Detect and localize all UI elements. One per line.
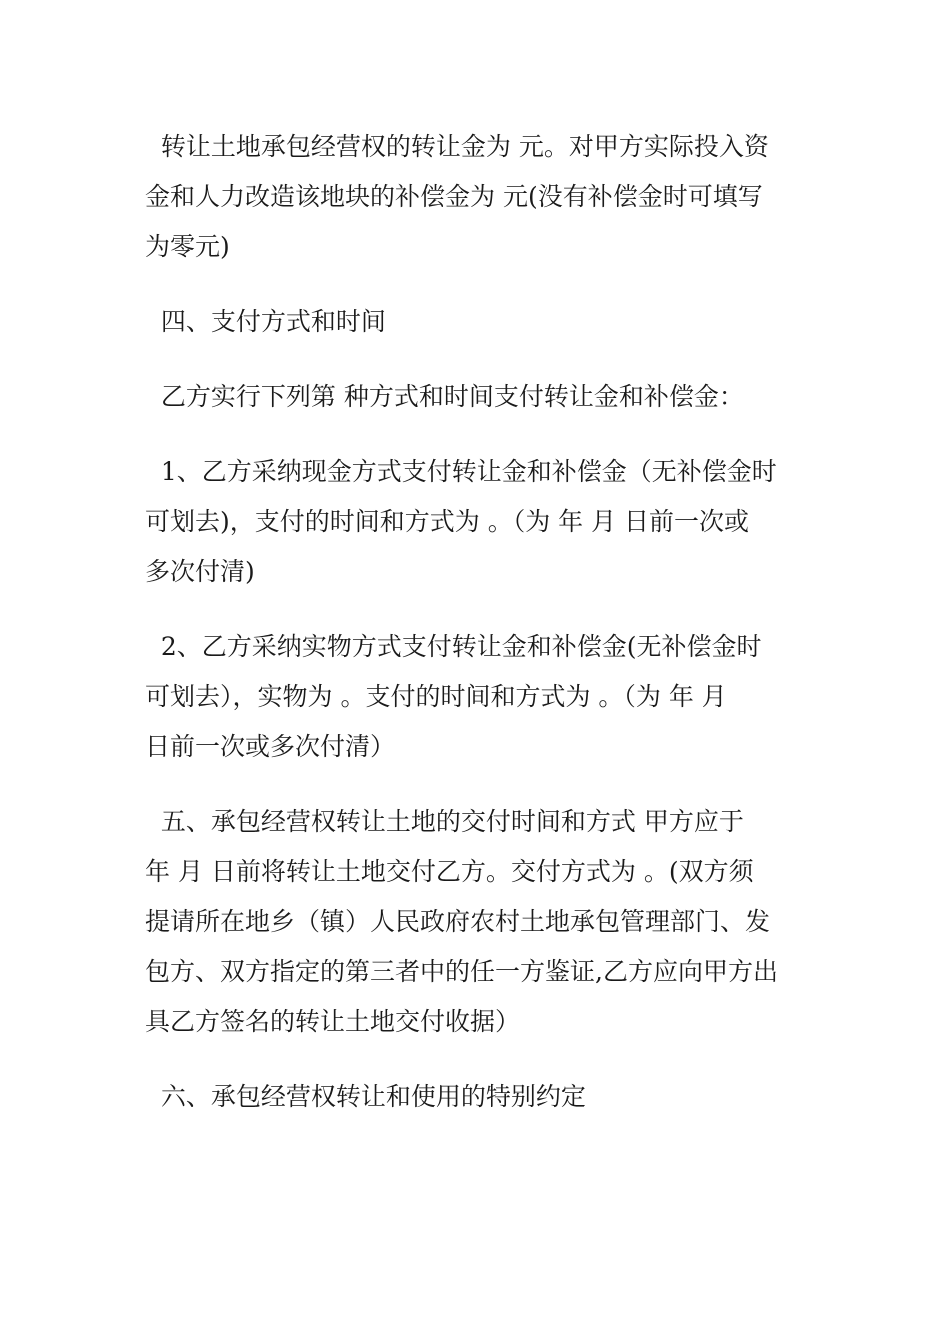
- text-line: 可划去），实物为 。支付的时间和方式为 。（为 年 月: [145, 682, 727, 711]
- text-line: 提请所在地乡（镇）人民政府农村土地承包管理部门、发: [145, 907, 771, 936]
- text-line: 五、承包经营权转让土地的交付时间和方式 甲方应于: [145, 807, 744, 836]
- paragraph-transfer-fee: [145, 122, 805, 272]
- text-line: 乙方实行下列第 种方式和时间支付转让金和补偿金：: [145, 382, 744, 411]
- text-line: 多次付清): [145, 557, 255, 586]
- paragraph-payment-choice: [145, 372, 805, 422]
- text-line: 1、乙方采纳现金方式支付转让金和补偿金（无补偿金时: [145, 457, 777, 486]
- document-body: [145, 122, 805, 1122]
- text-line: 日前一次或多次付清）: [145, 732, 396, 761]
- text-line: 具乙方签名的转让土地交付收据）: [145, 1007, 521, 1036]
- text-line: 为零元): [145, 232, 230, 261]
- paragraph-cash-payment: [145, 447, 805, 597]
- text-line: 2、乙方采纳实物方式支付转让金和补偿金(无补偿金时: [145, 632, 762, 661]
- text-line: 转让土地承包经营权的转让金为 元。对甲方实际投入资: [145, 132, 769, 161]
- text-line: 年 月 日前将转让土地交付乙方。交付方式为 。(双方须: [145, 857, 754, 886]
- text-line: 可划去)，支付的时间和方式为 。（为 年 月 日前一次或: [145, 507, 750, 536]
- paragraph-in-kind-payment: [145, 622, 805, 772]
- section-heading: 六、承包经营权转让和使用的特别约定: [145, 1082, 586, 1111]
- text-line: 包方、双方指定的第三者中的任一方鉴证,乙方应向甲方出: [145, 957, 778, 986]
- heading-section-6: [145, 1072, 805, 1122]
- section-heading: 四、支付方式和时间: [145, 307, 386, 336]
- heading-section-4: [145, 297, 805, 347]
- paragraph-section-5-delivery: [145, 797, 805, 1047]
- text-line: 金和人力改造该地块的补偿金为 元(没有补偿金时可填写: [145, 182, 763, 211]
